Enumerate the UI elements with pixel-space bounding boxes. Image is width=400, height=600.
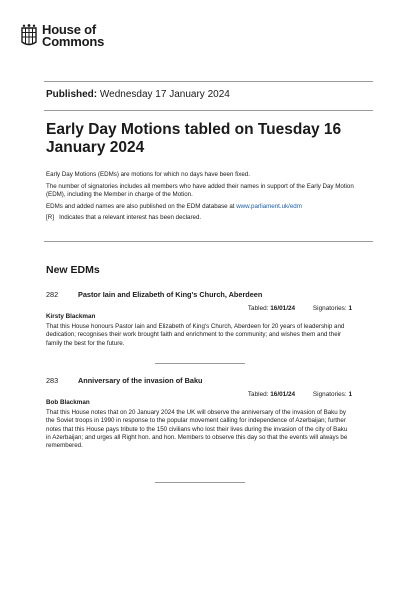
divider-top xyxy=(44,81,373,82)
signatories-count: 1 xyxy=(348,305,352,312)
published-label: Published: xyxy=(46,89,98,100)
signatories-label: Signatories: xyxy=(312,305,347,312)
tabled-label: Tabled: xyxy=(247,305,269,312)
signatories-label: Signatories: xyxy=(312,391,347,398)
tabled-date: 16/01/24 xyxy=(270,391,296,398)
edm-meta xyxy=(46,305,356,312)
logo-wordmark xyxy=(42,24,104,48)
tabled-label: Tabled: xyxy=(247,391,269,398)
intro-paragraph-1: Early Day Motions (EDMs) are motions for which no days have been fixed. xyxy=(46,171,250,178)
intro-paragraph-3 xyxy=(46,203,356,211)
published-date xyxy=(46,89,230,100)
edm-header xyxy=(46,376,356,385)
edm-title: Pastor Iain and Elizabeth of King's Church, Aberdeen xyxy=(78,290,263,299)
logo-line-2: Commons xyxy=(42,34,105,49)
edm-header xyxy=(46,290,356,299)
divider-published xyxy=(44,110,373,111)
published-value: Wednesday 17 January 2024 xyxy=(99,89,230,100)
signatories-count: 1 xyxy=(348,391,352,398)
edm-item xyxy=(46,290,356,348)
edm-item xyxy=(46,376,356,450)
logo-line-1: House of xyxy=(42,22,97,37)
section-title: New EDMs xyxy=(46,264,100,276)
edm-meta xyxy=(46,391,356,398)
edm-number: 282 xyxy=(46,290,59,299)
intro-paragraph-2: The number of signatories includes all members who have added their names in support of the Early Day Motion (EDM), including the Member in charge of the Motion. xyxy=(46,182,354,198)
house-of-commons-logo xyxy=(20,24,104,48)
edm-sponsor: Bob Blackman xyxy=(46,399,90,406)
edm-text: That this House honours Pastor Iain and Elizabeth of King's Church, Aberdeen for 20 years of leadership and dedication; recognises their work brought faith and enrichment to the community; and wishes them and their family the best for the future. xyxy=(46,323,345,347)
intro-paragraph-4: [R] Indicates that a relevant interest has been declared. xyxy=(46,214,202,222)
tabled-date: 16/01/24 xyxy=(270,305,296,312)
edm-title: Anniversary of the invasion of Baku xyxy=(78,376,203,385)
edm-number: 283 xyxy=(46,376,59,385)
edm-text: That this House notes that on 20 January 2024 the UK will observe the anniversary of the invasion of Baku by the Soviet troops in 1990 in response to the popular movement calling for independence of Azerbaijan; further notes that this House pays tribute to the 150 civilians who lost their lives during the invasion of the city of Baku in Azerbaijan; and urges all Right hon. and hon. Members to observe this day so that the events will always be remembered. xyxy=(46,409,348,450)
page-title: Early Day Motions tabled on Tuesday 16 January 2024 xyxy=(46,121,342,156)
divider-intro xyxy=(44,241,373,242)
edm-database-link[interactable]: www.parliament.uk/edm xyxy=(236,202,302,210)
edm-separator xyxy=(155,363,245,364)
edm-separator xyxy=(155,482,245,483)
intro-section xyxy=(46,171,356,226)
intro-paragraph-3-text: EDMs and added names are also published on the EDM database at xyxy=(46,202,237,210)
edm-sponsor: Kirsty Blackman xyxy=(46,313,96,320)
portcullis-icon xyxy=(20,24,38,48)
